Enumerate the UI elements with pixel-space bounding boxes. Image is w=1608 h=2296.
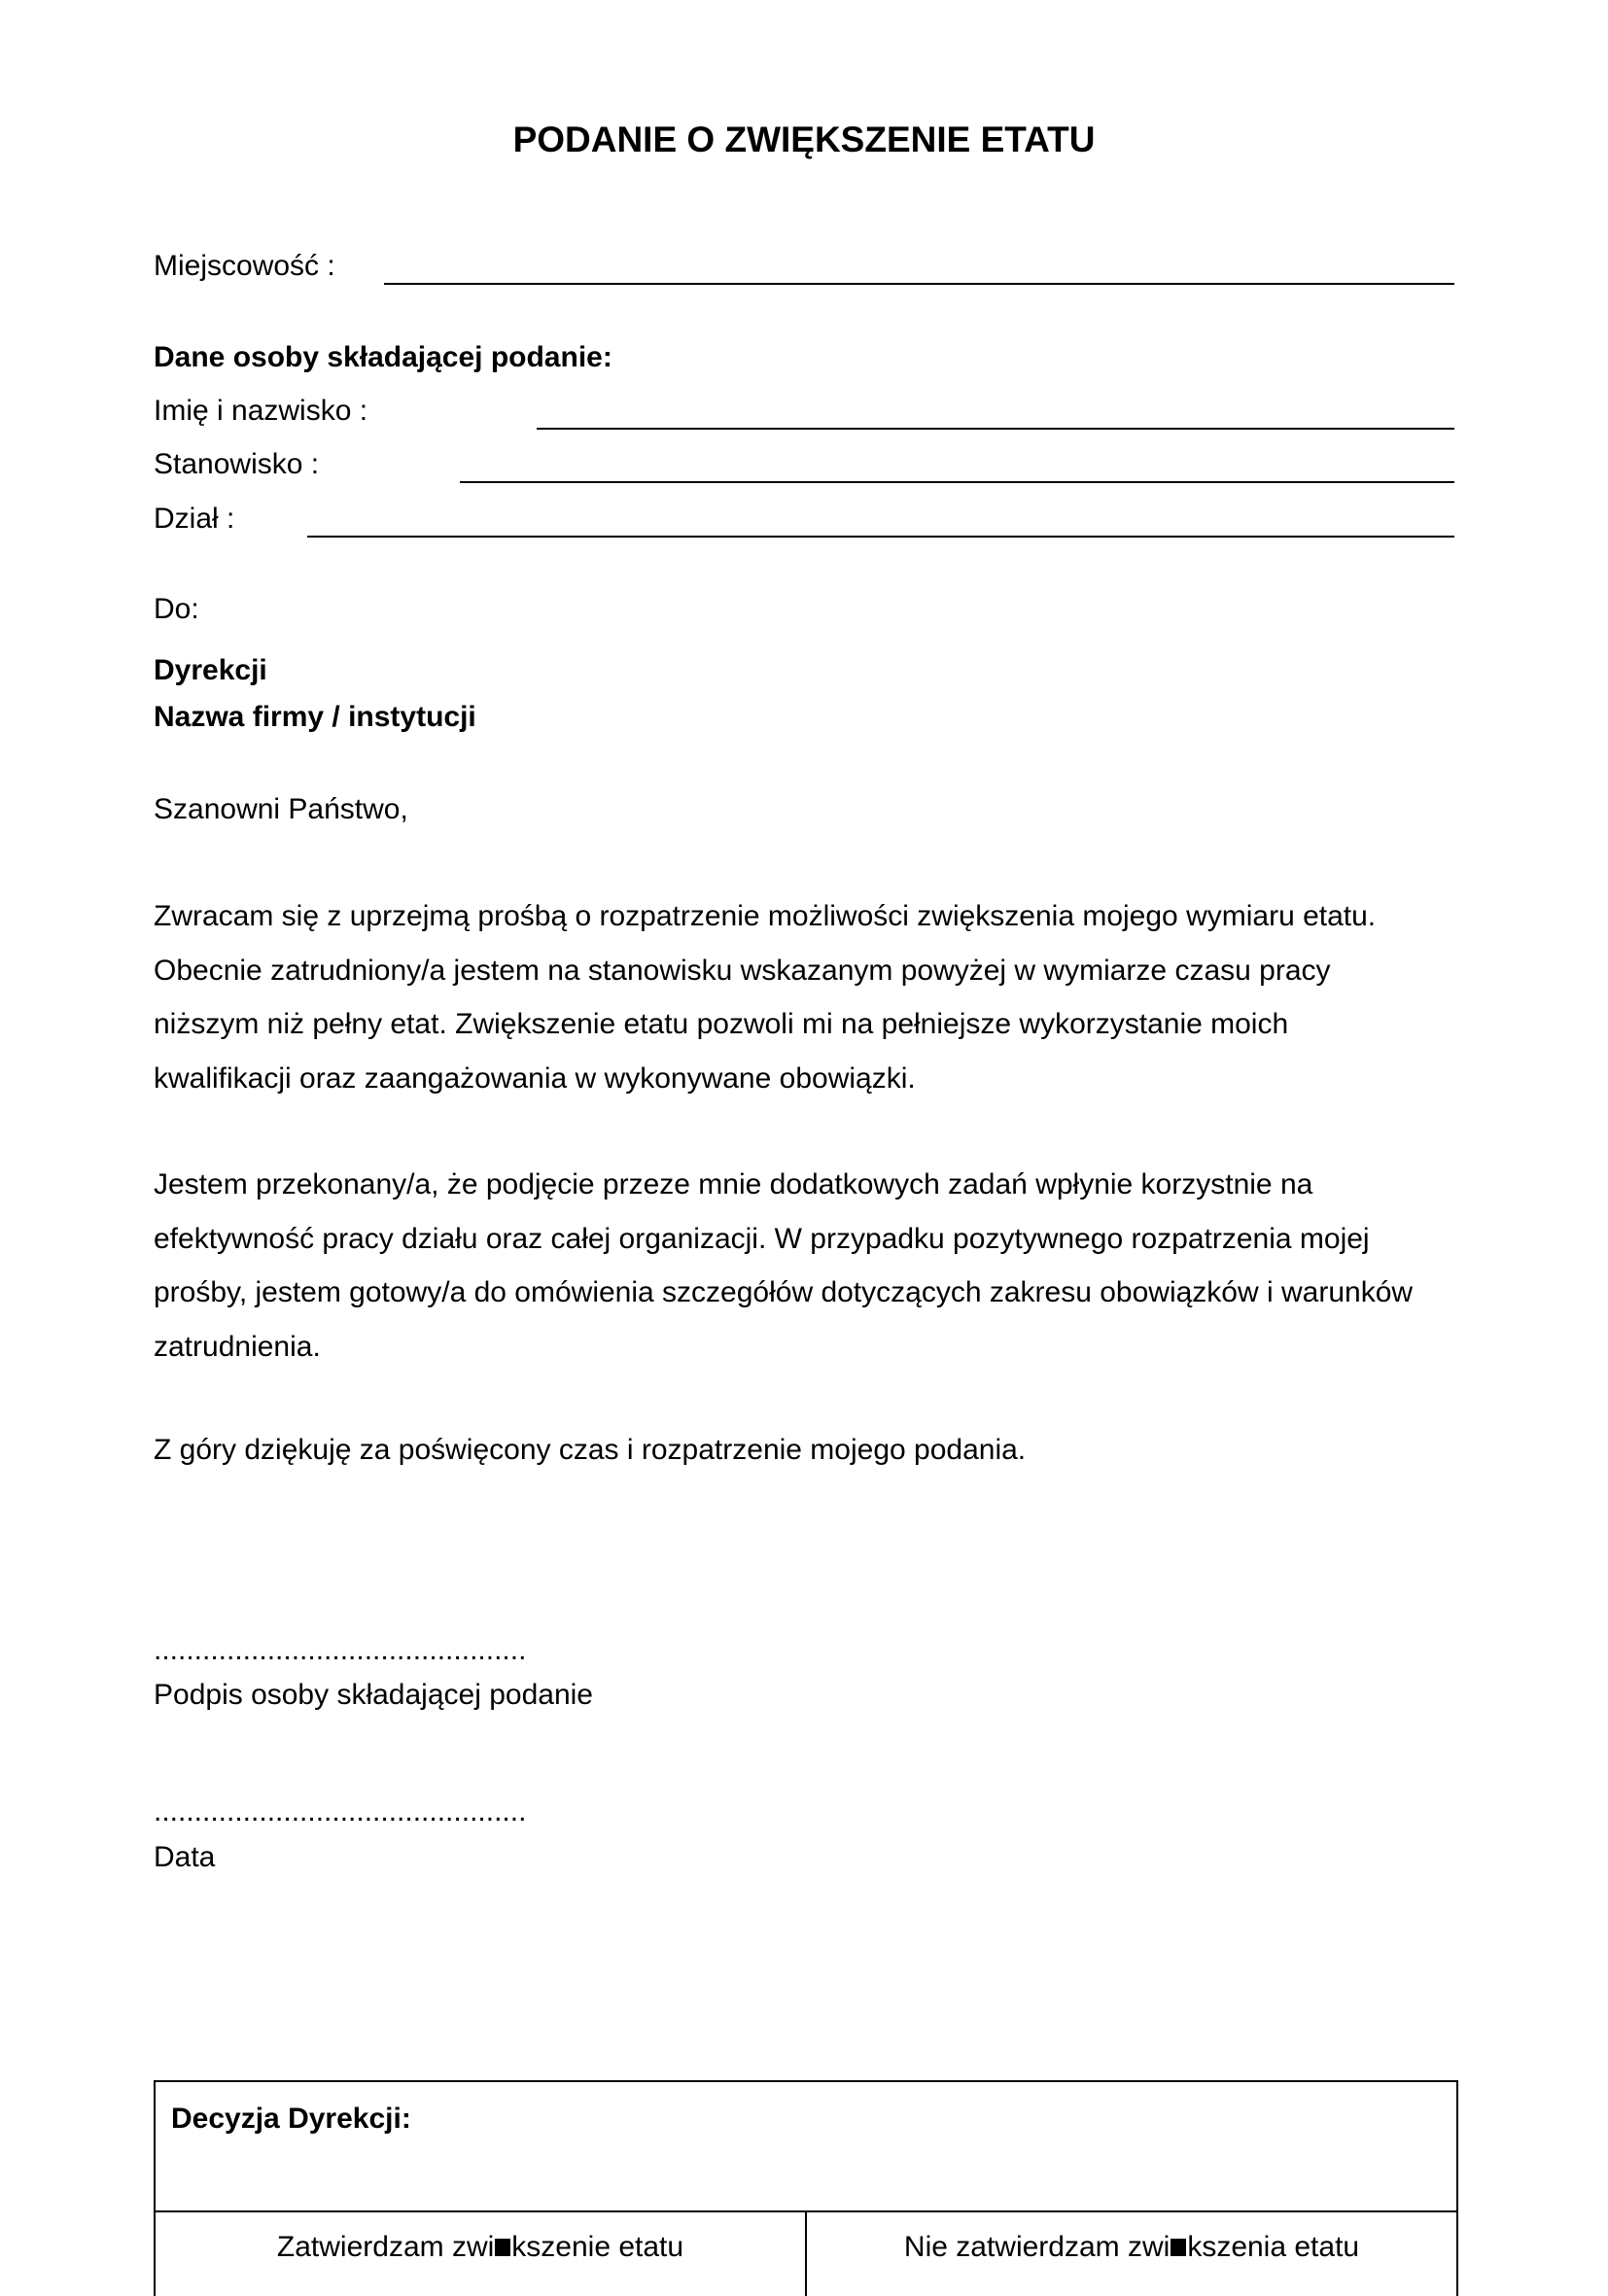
paragraph-1-line: kwalifikacji oraz zaangażowania w wykonywane obowiązki. bbox=[154, 1061, 916, 1095]
closing-sentence: Z góry dziękuję za poświęcony czas i rozpatrzenie mojego podania. bbox=[154, 1434, 1027, 1466]
paragraph-1-line: niższym niż pełny etat. Zwiększenie etatu pozwoli mi na pełniejsze wykorzystanie moich bbox=[154, 1008, 1289, 1040]
paragraph-2-line: Jestem przekonany/a, że podjęcie przeze mnie dodatkowych zadań wpłynie korzystnie na bbox=[154, 1168, 1313, 1200]
approve-option-text-start: Zatwierdzam zwi bbox=[276, 2231, 495, 2263]
decision-box bbox=[154, 2080, 1458, 2296]
document-title: PODANIE O ZWIĘKSZENIE ETATU bbox=[512, 120, 1096, 159]
missing-glyph-icon bbox=[1171, 2239, 1186, 2256]
name-label: Imię i nazwisko : bbox=[154, 395, 368, 427]
paragraph-2 bbox=[154, 1158, 1476, 1374]
department-label: Dział : bbox=[154, 503, 235, 535]
approve-option[interactable] bbox=[156, 2230, 805, 2265]
position-label: Stanowisko : bbox=[154, 448, 320, 480]
recipient-line2: Nazwa firmy / instytucji bbox=[154, 701, 476, 733]
recipient-line1: Dyrekcji bbox=[154, 654, 267, 686]
place-label: Miejscowość : bbox=[154, 250, 335, 282]
department-fill-line[interactable] bbox=[307, 536, 1454, 538]
paragraph-1-line: Zwracam się z uprzejmą prośbą o rozpatrzenie możliwości zwiększenia mojego wymiaru etatu. bbox=[154, 900, 1377, 932]
date-dotted-line[interactable]: .............................................. bbox=[154, 1795, 527, 1827]
reject-option-text-start: Nie zatwierdzam zwi bbox=[903, 2231, 1171, 2263]
reject-option[interactable] bbox=[807, 2230, 1456, 2265]
position-fill-line[interactable] bbox=[460, 481, 1454, 483]
signature-dotted-line[interactable]: .............................................. bbox=[154, 1634, 527, 1666]
paragraph-1-line: Obecnie zatrudniony/a jestem na stanowisku wskazanym powyżej w wymiarze czasu pracy bbox=[154, 954, 1331, 987]
greeting: Szanowni Państwo, bbox=[154, 793, 408, 825]
paragraph-2-line: zatrudnienia. bbox=[154, 1330, 321, 1363]
to-label: Do: bbox=[154, 593, 199, 625]
place-fill-line[interactable] bbox=[384, 283, 1454, 285]
decision-heading: Decyzja Dyrekcji: bbox=[171, 2103, 411, 2135]
signature-label: Podpis osoby składającej podanie bbox=[154, 1679, 593, 1711]
name-fill-line[interactable] bbox=[537, 428, 1454, 430]
paragraph-2-line: prośby, jestem gotowy/a do omówienia szczegółów dotyczących zakresu obowiązków i warunków bbox=[154, 1276, 1414, 1308]
paragraph-2-line: efektywność pracy działu oraz całej organizacji. W przypadku pozytywnego rozpatrzenia mojej bbox=[154, 1222, 1370, 1255]
missing-glyph-icon bbox=[495, 2239, 510, 2256]
paragraph-1 bbox=[154, 889, 1476, 1105]
reject-option-text-end: kszenia etatu bbox=[1187, 2231, 1360, 2263]
date-label: Data bbox=[154, 1841, 216, 1873]
applicant-heading: Dane osoby składającej podanie: bbox=[154, 341, 612, 373]
approve-option-text-end: kszenie etatu bbox=[511, 2231, 684, 2263]
